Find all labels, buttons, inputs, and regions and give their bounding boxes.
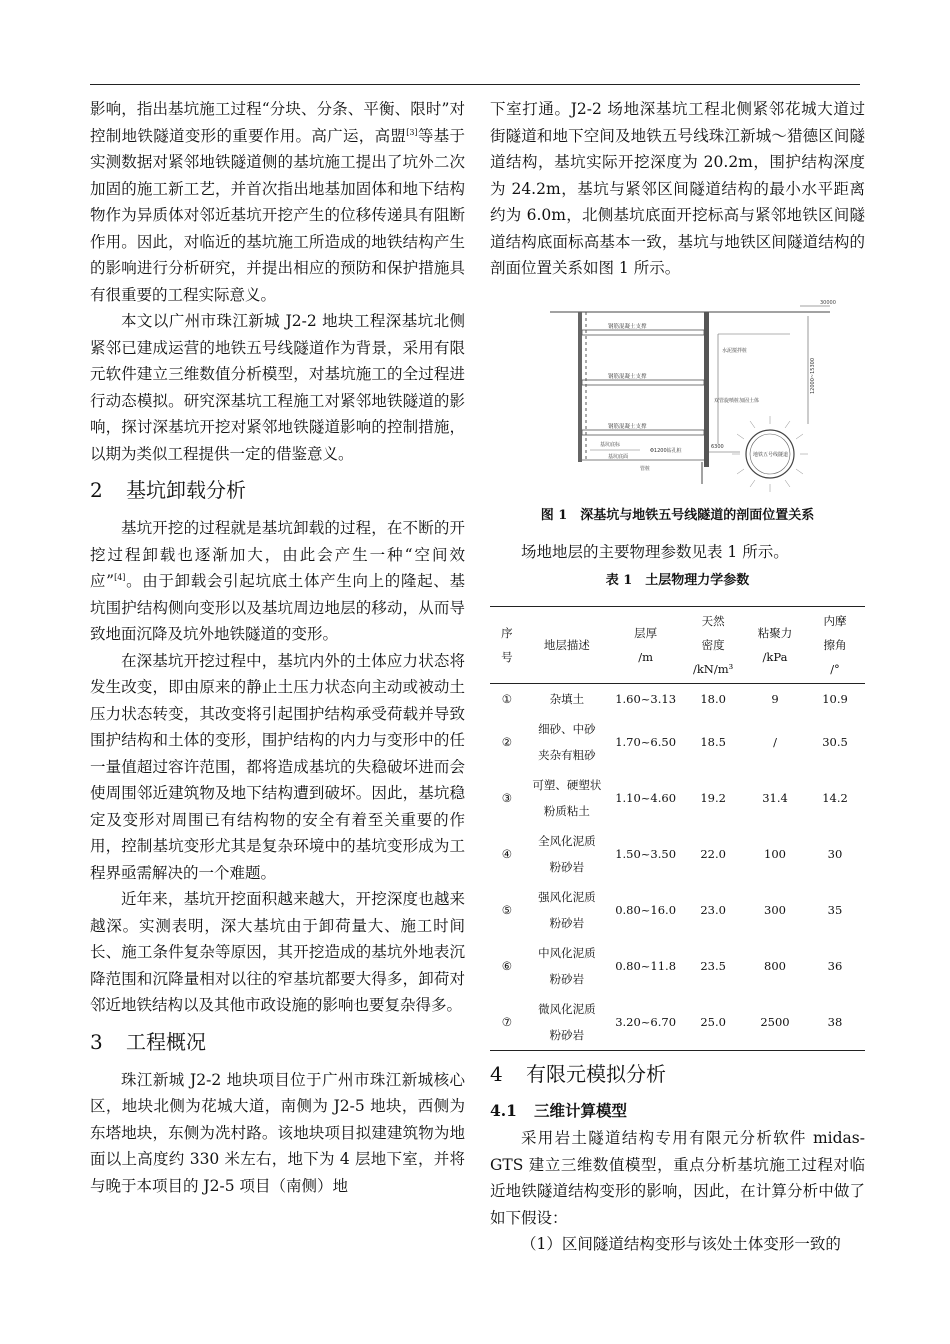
- table-row: ⑥ 中风化泥质 粉砂岩 0.80~11.8 23.5 800 36: [501, 946, 843, 986]
- strut-label-3: 钢筋混凝土支撑: [608, 423, 647, 430]
- strut-label-1: 钢筋混凝土支撑: [608, 323, 647, 330]
- table-row: ③ 可塑、硬塑状 粉质粘土 1.10~4.60 19.2 31.4 14.2: [501, 778, 848, 818]
- paragraph: （1）区间隧道结构变形与该处土体变形一致的: [521, 1235, 841, 1253]
- col-header-no: 序 号: [501, 626, 513, 664]
- left-column: [90, 96, 465, 1199]
- citation-ref[interactable]: [3]: [406, 127, 418, 137]
- section-diagram: [490, 294, 865, 494]
- right-label-2: 双管旋喷桩加固土体: [714, 397, 760, 404]
- tunnel-label: 地铁五号线隧道: [753, 451, 789, 458]
- top-dim-label: 30000: [820, 299, 836, 306]
- table-row: ④ 全风化泥质 粉砂岩 1.50~3.50 22.0 100 30: [501, 834, 843, 874]
- bottom-label-2: 基坑底面: [608, 453, 629, 460]
- paragraph: 珠江新城 J2-2 地块项目位于广州市珠江新城核心区，地块北侧为花城大道，南侧为 J2-5 地块，西侧为东塔地块，东侧为冼村路。该地块项目拟建建筑物为地面以上高度约 330 米左右，地下为 4 层地下室，并将与晚于本项目的 J2-5 项目（南侧）地: [90, 1070, 465, 1195]
- subsection-heading-4-1: 4.1 三维计算模型: [490, 1101, 628, 1120]
- soil-parameter-table: [490, 606, 865, 1051]
- col-header-cohesion: 粘聚力 /kPa: [757, 626, 793, 664]
- table-header-row: [490, 607, 865, 684]
- table-row: ⑤ 强风化泥质 粉砂岩 0.80~16.0 23.0 300 35: [501, 890, 843, 930]
- strut-1: [582, 330, 704, 335]
- strut-2: [582, 380, 704, 385]
- figure-caption: 图 1 深基坑与地铁五号线隧道的剖面位置关系: [540, 507, 815, 523]
- right-label-1: 水泥搅拌桩: [722, 347, 748, 354]
- right-column: [490, 96, 865, 1258]
- table-row: ⑦ 微风化泥质 粉砂岩 3.20~6.70 25.0 2500 38: [490, 994, 865, 1051]
- paragraph: 下室打通。J2-2 场地深基坑工程北侧紧邻花城大道过街隧道和地下空间及地铁五号线珠江新城～猎德区间隧道结构，基坑实际开挖深度为 20.2m，围护结构深度为 24.2m，基坑与紧邻区间隧道结构的最小水平距离约为 6.0m，北侧基坑底面开挖标高与紧邻地铁区间隧道结构底面标高基本一致，基坑与地铁区间隧道结构的剖面位置关系如图 1 所示。: [490, 100, 865, 277]
- col-header-thickness: 层厚 /m: [634, 626, 658, 664]
- table-row: ① 杂填土 1.60~3.13 18.0 9 10.9: [501, 692, 848, 706]
- paragraph: 近年来，基坑开挖面积越来越大，开挖深度也越来越深。实测表明，深大基坑由于卸荷量大、施工时间长、施工条件复杂等原因，其开挖造成的基坑外地表沉降范围和沉降量相对以往的窄基坑都要大得多，卸荷对邻近地铁结构以及其他市政设施的影响也要复杂得多。: [90, 890, 465, 1014]
- pile-label: Φ1200钻孔桩: [650, 447, 682, 454]
- section-heading-2: 2 基坑卸载分析: [90, 478, 246, 502]
- col-header-friction: 内摩 擦角 /°: [823, 614, 847, 676]
- section-heading-4: 4 有限元模拟分析: [490, 1062, 666, 1086]
- strut-3: [582, 430, 704, 435]
- left-retaining-wall: [578, 312, 582, 462]
- distance-label: 6300: [711, 443, 724, 450]
- citation-ref[interactable]: [4]: [114, 572, 126, 582]
- header-rule: [90, 84, 860, 85]
- col-header-desc: 地层描述: [543, 638, 590, 652]
- table-caption: 表 1 土层物理力学参数: [605, 573, 750, 588]
- bottom-label-3: 管桩: [640, 465, 651, 472]
- section-heading-3: 3 工程概况: [90, 1029, 206, 1054]
- paragraph: 采用岩土隧道结构专用有限元分析软件 midas-GTS 建立三维数值模型，重点分析基坑施工过程对临近地铁隧道结构变形的影响，因此，在计算分析中做了如下假设：: [490, 1129, 865, 1227]
- strut-label-2: 钢筋混凝土支撑: [608, 373, 647, 380]
- figure-1: [490, 294, 865, 494]
- paragraph: 本文以广州市珠江新城 J2-2 地块工程深基坑北侧紧邻已建成运营的地铁五号线隧道作为背景，采用有限元软件建立三维数值分析模型，对基坑施工的全过程进行动态模拟。研究深基坑工程施工对紧邻地铁隧道的影响，探讨深基坑开挖对紧邻地铁隧道影响的控制措施，以期为类似工程提供一定的借鉴意义。: [90, 312, 465, 463]
- paragraph: 场地地层的主要物理参数见表 1 所示。: [521, 542, 789, 561]
- paragraph: 基坑开挖的过程就是基坑卸载的过程，在不断的开挖过程卸载也逐渐加大，由此会产生一种“空间效应”[4]。由于卸载会引起坑底土体产生向上的隆起、基坑围护结构侧向变形以及基坑周边地层的移动，从而导致地面沉降及坑外地铁隧道的变形。: [90, 519, 465, 643]
- col-header-density: 天然 密度 /kN/m³: [692, 614, 734, 676]
- bottom-label-1: 基坑底标: [600, 441, 621, 448]
- table-row: ② 细砂、中砂 夹杂有粗砂 1.70~6.50 18.5 / 30.5: [501, 722, 848, 762]
- paragraph: 在深基坑开挖过程中，基坑内外的土体应力状态将发生改变，即由原来的静止土压力状态向主动或被动土压力状态转变，其改变将引起围护结构承受荷载并导致围护结构和土体的变形，围护结构的内力与变形中的任一量值超过容许范围，都将造成基坑的失稳破坏进而会使周围邻近建筑物及地下结构遭到破坏。因此，基坑稳定及变形对周围已有结构物的安全有着至关重要的作用，控制基坑变形尤其是复杂环境中的基坑变形成为工程界亟需解决的一个难题。: [90, 651, 465, 882]
- dim-label: 12000~15300: [810, 357, 816, 394]
- right-retaining-wall: [704, 312, 709, 467]
- paragraph: 影响，指出基坑施工过程“分块、分条、平衡、限时”对控制地铁隧道变形的重要作用。高广运，高盟[3]等基于实测数据对紧邻地铁隧道侧的基坑施工提出了坑外二次加固的施工新工艺，并首次指出地基加固体和地下结构物作为异质体对邻近基坑开挖产生的位移传递具有阻断作用。因此，对临近的基坑施工所造成的地铁结构产生的影响进行分析研究，并提出相应的预防和保护措施具有很重要的工程实际意义。: [90, 100, 465, 304]
